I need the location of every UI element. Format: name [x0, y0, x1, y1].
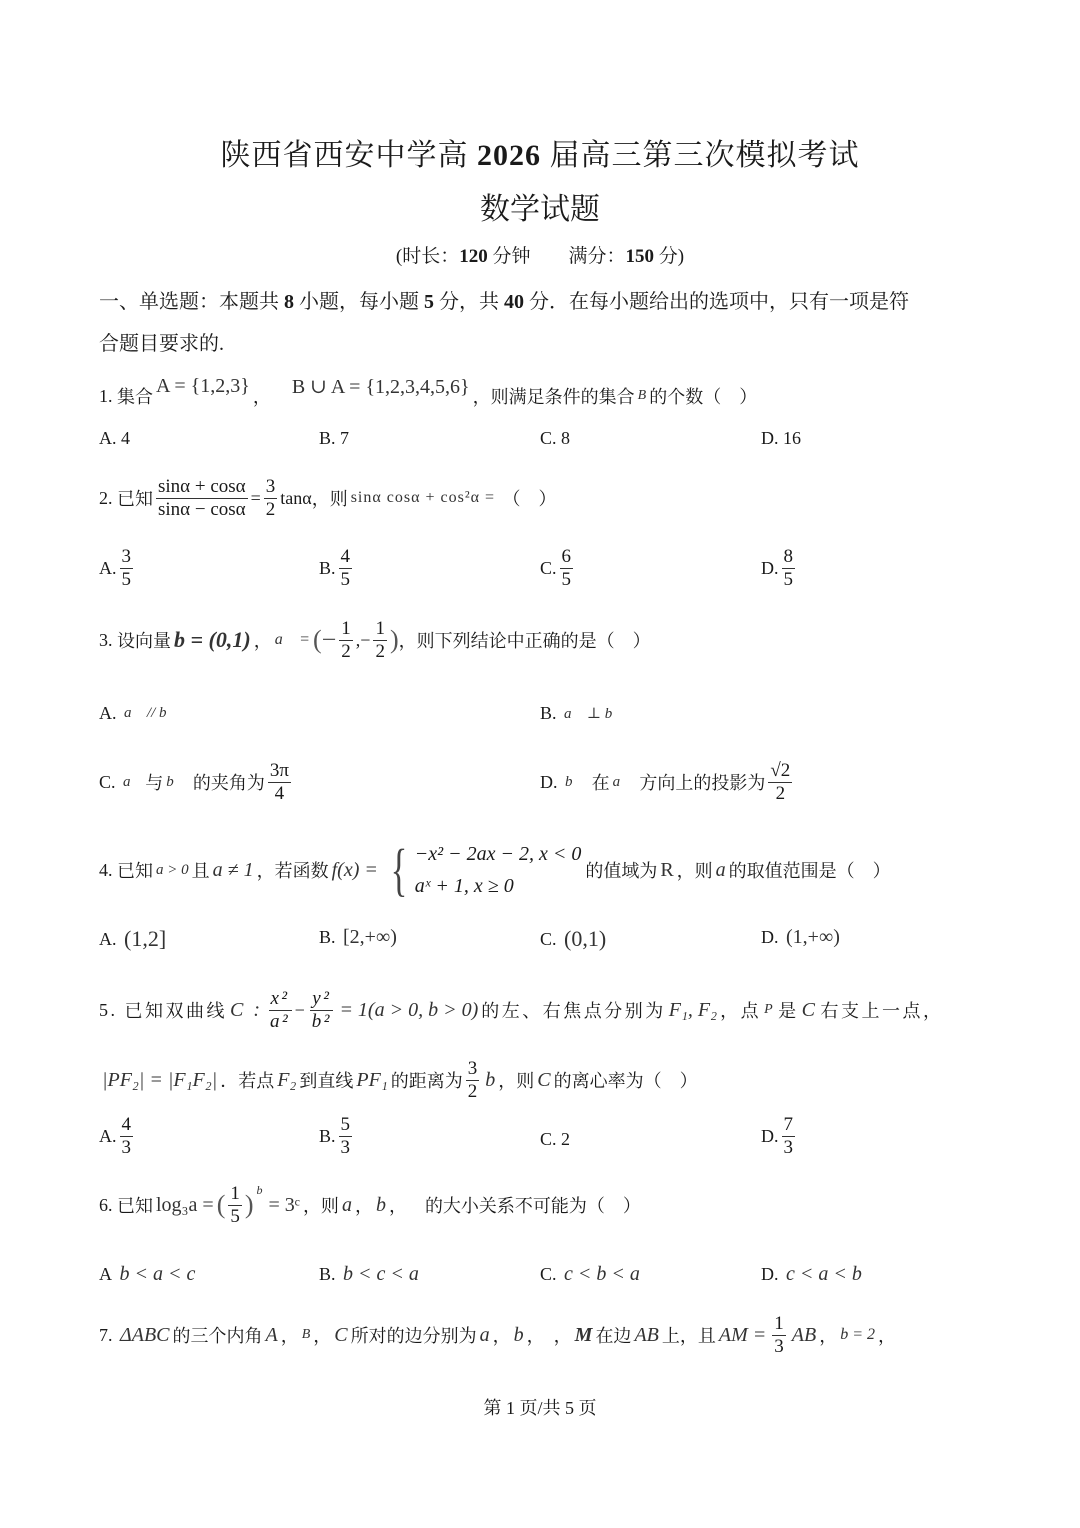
- q2-option-c[interactable]: C. $\frac{6}{5}$: [540, 546, 572, 590]
- q1-option-c[interactable]: C. 8: [540, 428, 571, 448]
- q2-option-a[interactable]: A. $\frac{3}{5}$: [99, 546, 131, 590]
- q3-option-a[interactable]: A. a⃗ // b⃗: [99, 703, 179, 723]
- question-3: 3. 设向量 b = (0,1) ， a⃗ = (− $\frac{1}{2}$ ,− $\frac{1}{2}$ ) ，则下列结论中正确的是（ ）: [99, 618, 651, 662]
- q3-option-b[interactable]: B. a⃗ ⊥ b⃗: [540, 703, 624, 723]
- question-2: 2. 已知 $\frac{\sin\alpha + \cos\alpha}{\sin\alpha - \cos\alpha}$ = $\frac{3}{2}$ tanα ，则 sinα cosα + cos²α = （ ）: [99, 476, 557, 520]
- section-instructions: 一、单选题：本题共 8 小题，每小题 5 分，共 40 分．在每小题给出的选项中，只有一项是符: [99, 291, 909, 313]
- q4-option-a[interactable]: A. (1,2]: [99, 926, 167, 951]
- q5-option-d[interactable]: D. $\frac{7}{3}$: [761, 1114, 793, 1158]
- q1-option-d[interactable]: D. 16: [761, 428, 801, 448]
- question-5: 5. 已知双曲线 C : $\frac{\text{x²}}{\text{a²}}$ − $\frac{\text{y²}}{\text{b²}}$ = 1(a > 0, b > 0) 的左、右焦点分别为 F₁, F₂ ，点 P 是 C 右支上一点，: [99, 988, 944, 1032]
- exam-info: (时长：120 分钟 满分：150 分): [395, 246, 685, 267]
- q1-option-a[interactable]: A. 4: [99, 428, 130, 448]
- q6-option-d[interactable]: D. c < a < b: [761, 1263, 862, 1285]
- q3-option-c[interactable]: C. a⃗ 与 b⃗ 的夹角为 $\frac{3\pi}{4}$: [99, 760, 289, 804]
- q6-option-c[interactable]: C. c < b < a: [540, 1263, 640, 1285]
- exam-subtitle: 数学试题: [480, 193, 600, 226]
- q6-option-b[interactable]: B. b < c < a: [319, 1263, 419, 1285]
- page-number: 第 1 页/共 5 页: [483, 1398, 597, 1418]
- section-instructions-line2: 合题目要求的.: [99, 333, 224, 355]
- q6-option-a[interactable]: A b < a < c: [99, 1263, 196, 1285]
- question-6: 6. 已知 log₃a = ( $\frac{1}{5}$ ) $^b$ = 3ᶜ ，则 a ， b ， 的大小关系不可能为（ ）: [99, 1183, 641, 1227]
- q5-option-b[interactable]: B. $\frac{5}{3}$: [319, 1114, 351, 1158]
- q4-option-c[interactable]: C. (0,1): [540, 926, 607, 951]
- q4-option-d[interactable]: D. (1,+∞): [761, 926, 840, 948]
- q5-option-a[interactable]: A. $\frac{4}{3}$: [99, 1114, 131, 1158]
- question-4: 4. 已知 a > 0 且 a ≠ 1 ，若函数 f(x) = { −x² − 2ax − 2, x < 0 aˣ + 1, x ≥ 0 的值域为 R ，则 a 的取值范围是（ ）: [99, 837, 891, 902]
- q5-option-c[interactable]: C. 2: [540, 1129, 571, 1149]
- q1-option-b[interactable]: B. 7: [319, 428, 350, 448]
- q3-option-d[interactable]: D. b⃗ 在 a⃗ 方向上的投影为 $\frac{√2}{2}$: [540, 760, 791, 804]
- question-5-line2: |PF₂| = |F₁F₂| ．若点 F₂ 到直线 PF₁ 的距离为 $\frac{3}{2}$ b ，则 C 的离心率为（ ）: [102, 1058, 698, 1102]
- exam-title: 陕西省西安中学高 2026 届高三第三次模拟考试: [220, 139, 860, 172]
- question-1: 1. 集合 A = {1,2,3} ， B ∪ A = {1,2,3,4,5,6} ，则满足条件的集合 B 的个数（ ）: [99, 374, 758, 407]
- q2-option-b[interactable]: B. $\frac{4}{5}$: [319, 546, 351, 590]
- q4-option-b[interactable]: B. [2,+∞): [319, 926, 397, 948]
- q2-option-d[interactable]: D. $\frac{8}{5}$: [761, 546, 793, 590]
- question-7: 7. ΔABC 的三个内角 A ， B ， C 所对的边分别为 a ， b ， ， M 在边 AB 上，且 AM = $\frac{1}{3}$ AB ， b = 2 ，: [99, 1313, 896, 1357]
